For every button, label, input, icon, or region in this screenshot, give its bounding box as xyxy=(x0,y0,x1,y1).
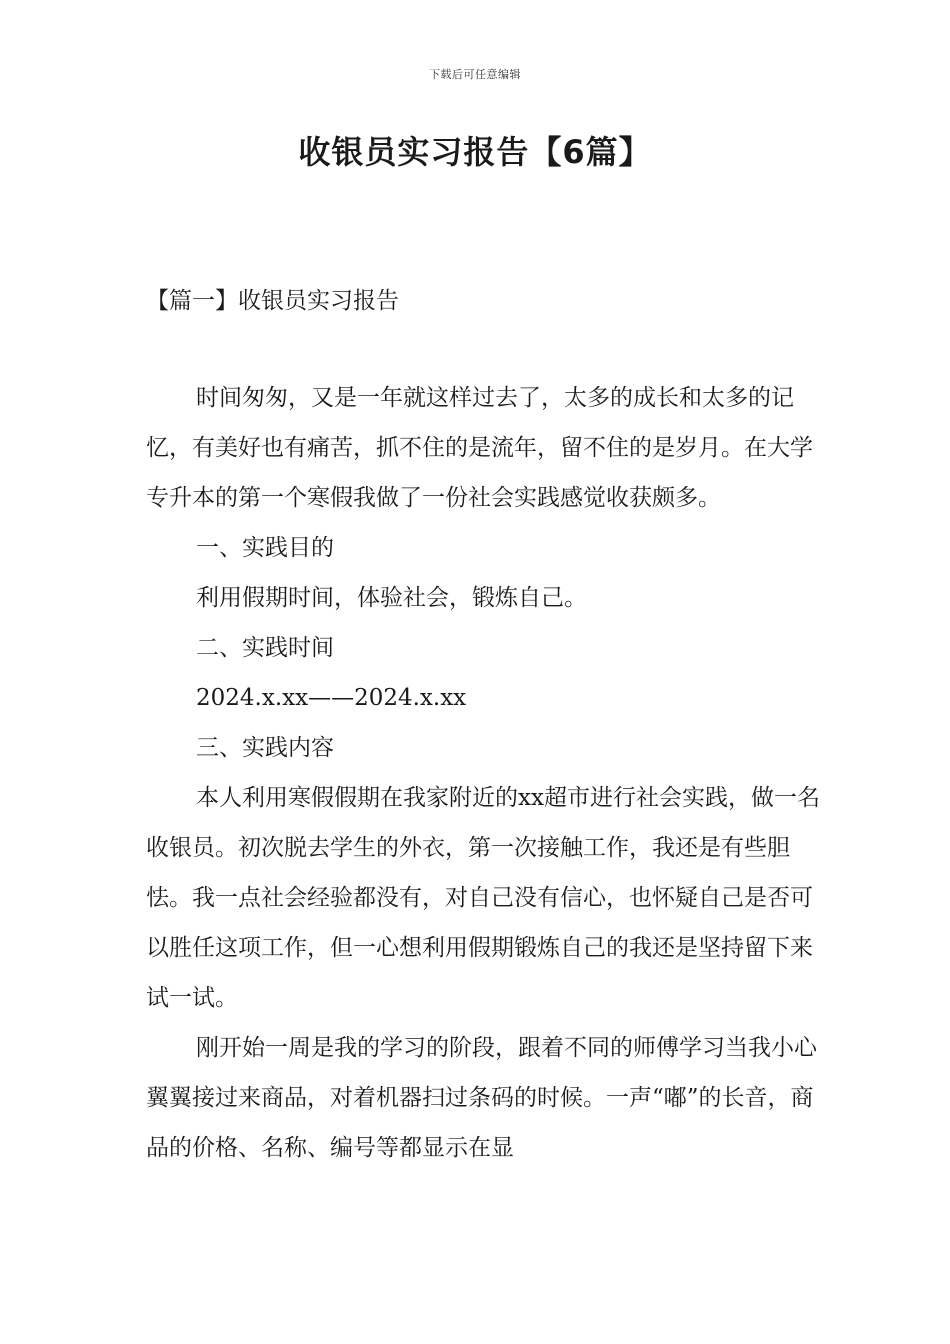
heading-practice-content: 三、实践内容 xyxy=(196,735,334,761)
heading-practice-purpose: 一、实践目的 xyxy=(196,535,334,561)
document-title: 收银员实习报告【6篇】 xyxy=(298,133,652,171)
paragraph-intro: 时间匆匆，又是一年就这样过去了，太多的成长和太多的记忆，有美好也有痛苦，抓不住的是流年，留不住的是岁月。在大学专升本的第一个寒假我做了一份社会实践感觉收获颇多。 xyxy=(146,385,813,511)
heading-practice-time: 二、实践时间 xyxy=(196,635,334,661)
body-text xyxy=(146,373,826,1173)
paragraph-practice-content: 本人利用寒假假期在我家附近的xx超市进行社会实践，做一名收银员。初次脱去学生的外衣，第一次接触工作，我还是有些胆怯。我一点社会经验都没有，对自己没有信心，也怀疑自己是否可以胜任这项工作，但一心想利用假期锻炼自己的我还是坚持留下来试一试。 xyxy=(146,785,820,1011)
section-heading: 【篇一】收银员实习报告 xyxy=(146,288,399,314)
paragraph-practice-time: 2024.x.xx——2024.x.xx xyxy=(196,685,467,711)
paragraph-first-week: 刚开始一周是我的学习的阶段，跟着不同的师傅学习当我小心翼翼接过来商品，对着机器扫过条码的时候。一声“嘟”的长音，商品的价格、名称、编号等都显示在显 xyxy=(146,1035,817,1161)
paragraph-practice-purpose: 利用假期时间，体验社会，锻炼自己。 xyxy=(196,585,587,611)
header-note: 下载后可任意编辑 xyxy=(429,68,521,81)
